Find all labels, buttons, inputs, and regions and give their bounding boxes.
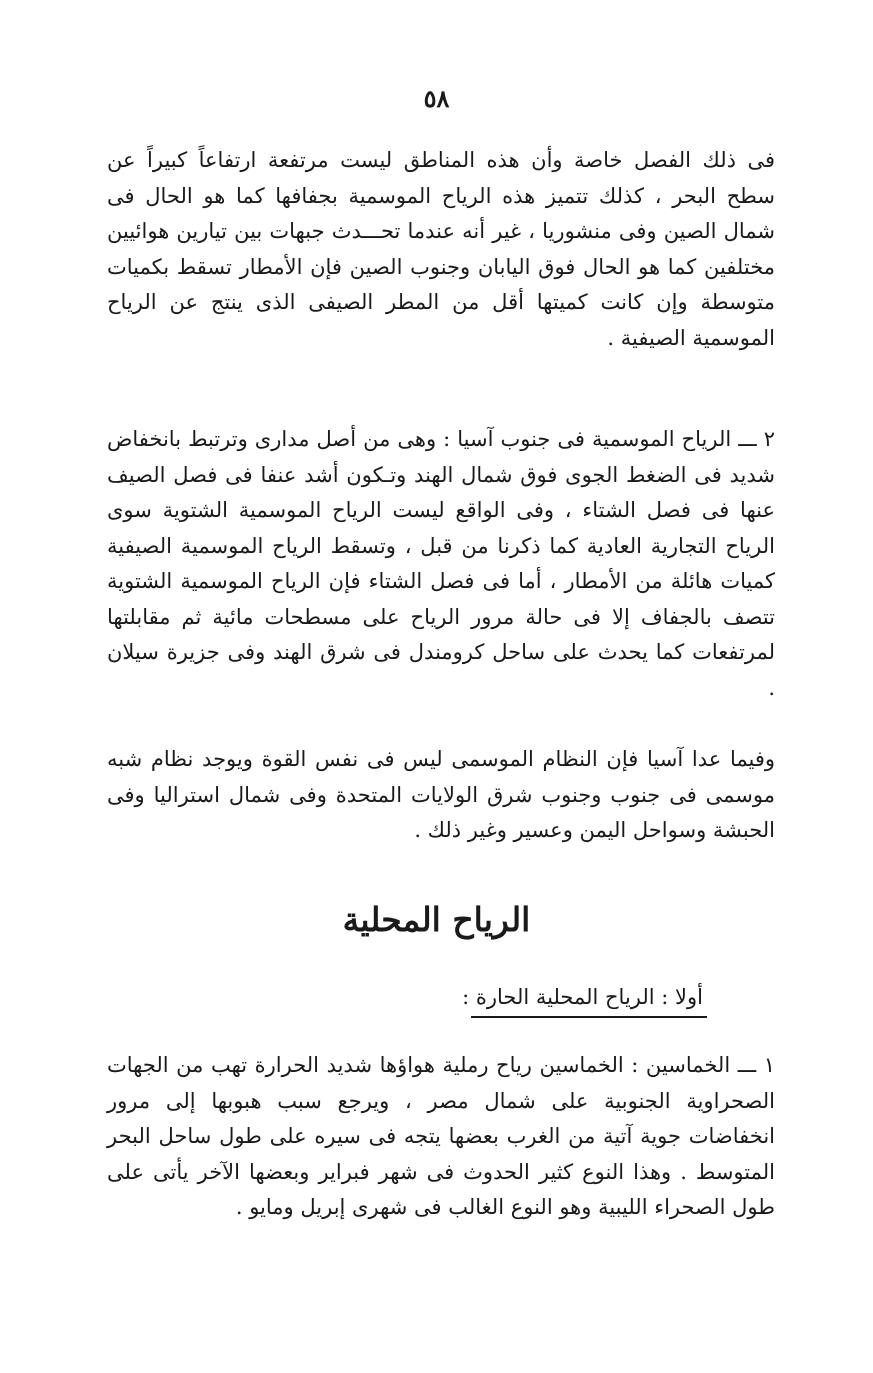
page-number: ٥٨ bbox=[423, 84, 450, 113]
paragraph-other-monsoon-regions: وفيما عدا آسيا فإن النظام الموسمى ليس فى نفس القوة ويوجد نظام شبه موسمى فى جنوب وجنوب شرق الولايات المتحدة وفى شمال استراليا وفى الحبشة وسواحل اليمن وعسير وغير ذلك . bbox=[107, 747, 775, 842]
paragraph-south-asia-monsoon: ٢ ـــ الرياح الموسمية فى جنوب آسيا : وهى من أصل مدارى وترتبط بانخفاض شديد فى الضغط الجوى فوق شمال الهند وتـكون أشد عنفا فى فصل الصيف عنها فى فصل الشتاء ، وفى الواقع ليست الرياح الموسمية الشتوية سوى الرياح التجارية العادية كما ذكرنا من قبل ، وتسقط الرياح الموسمية الصيفية كميات هائلة من الأمطار ، أما فى فصل الشتاء فإن الرياح الموسمية الشتوية تتصف بالجفاف إلا فى حالة مرور الرياح على مسطحات مائية ثم مقابلتها لمرتفعات كما يحدث على ساحل كرومندل فى شرق الهند وفى جزيرة سيلان . bbox=[107, 427, 775, 700]
paragraph-winter-monsoon-east-asia: فى ذلك الفصل خاصة وأن هذه المناطق ليست مرتفعة ارتفاعاً كبيراً عن سطح البحر ، كذلك تتميز هذه الرياح الموسمية بجفافها كما هو الحال فى شمال الصين وفى منشوريا ، غير أنه عندما تحـــدث جبهات بين تيارين هوائيين مختلفين كما هو الحال فوق اليابان وجنوب الصين فإن الأمطار تسقط بكميات متوسطة وإن كانت كميتها أقل من المطر الصيفى الذى ينتج عن الرياح الموسمية الصيفية . bbox=[107, 148, 775, 350]
paragraph-khamasin: ١ ـــ الخماسين : الخماسين رياح رملية هواؤها شديد الحرارة تهب من الجهات الصحراوية الجنوبية على شمال مصر ، ويرجع سبب هبوبها إلى مرور انخفاضات جوية آتية من الغرب بعضها يتجه فى سيره على طول ساحل البحر المتوسط . وهذا النوع كثير الحدوث فى شهر فبراير وبعضها الآخر يأتى على طول الصحراء الليبية وهو النوع الغالب فى شهرى إبريل ومايو . bbox=[107, 1053, 775, 1219]
section-heading: الرياح المحلية bbox=[342, 900, 531, 939]
subheading: أولا : الرياح المحلية الحارة : bbox=[462, 985, 703, 1009]
subheading-underline bbox=[471, 1016, 707, 1018]
